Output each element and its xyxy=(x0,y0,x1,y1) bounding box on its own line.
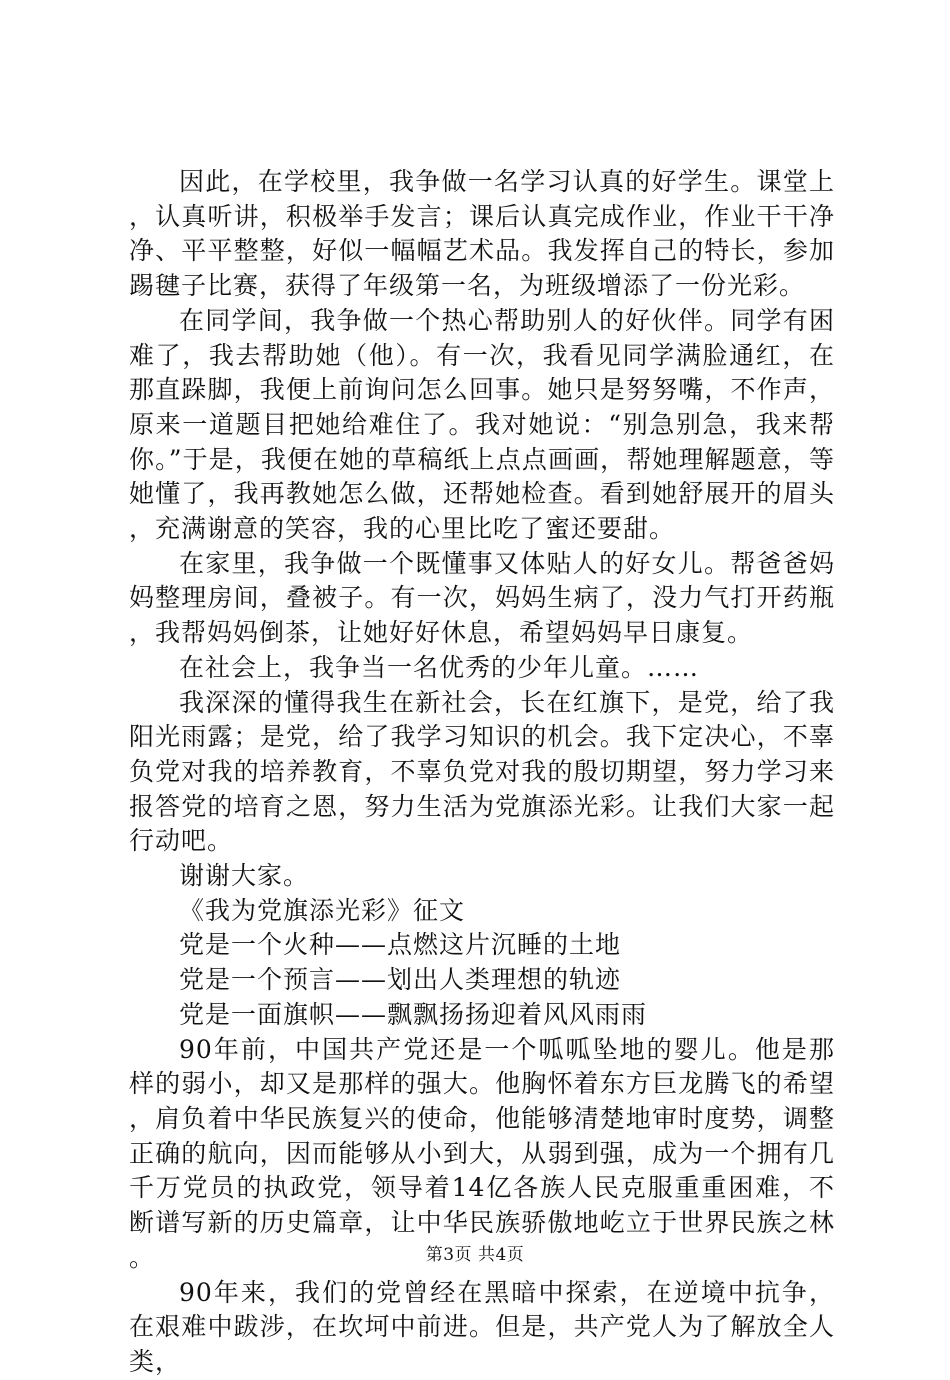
paragraph-90-years-since: 90年来，我们的党曾经在黑暗中探索，在逆境中抗争，在艰难中跋涉，在坎坷中前进。但是，共产党人为了解放全人类， xyxy=(129,1277,835,1376)
paragraph-resolution: 我深深的懂得我生在新社会，长在红旗下，是党，给了我阳光雨露；是党，给了我学习知识的机会。我下定决心，不辜负党对我的培养教育，不辜负党对我的殷切期望，努力学习来报答党的培育之恩，努力生活为党旗添光彩。让我们大家一起行动吧。 xyxy=(129,687,835,856)
essay-title: 《我为党旗添光彩》征文 xyxy=(179,895,466,925)
paragraph-society: 在社会上，我争当一名优秀的少年儿童。…… xyxy=(179,652,700,682)
paragraph-school: 因此，在学校里，我争做一名学习认真的好学生。课堂上，认真听讲，积极举手发言；课后认真完成作业，作业干干净净、平平整整，好似一幅幅艺术品。我发挥自己的特长，参加踢毽子比赛，获得了年级第一名，为班级增添了一份光彩。 xyxy=(129,167,835,301)
paragraph-thanks: 谢谢大家。 xyxy=(179,861,310,891)
page-footer: 第3页 共4页 xyxy=(425,1245,525,1265)
paragraph-90-years-ago: 90年前，中国共产党还是一个呱呱坠地的婴儿。他是那样的弱小，却又是那样的强大。他胸怀着东方巨龙腾飞的希望，肩负着中华民族复兴的使命，他能够清楚地审时度势，调整正确的航向，因而能够从小到大，从弱到强，成为一个拥有几千万党员的执政党，领导着14亿各族人民克服重重困难，不断谱写新的历史篇章，让中华民族骄傲地屹立于世界民族之林。 xyxy=(129,1034,835,1272)
poem-line-2: 党是一个预言——划出人类理想的轨迹 xyxy=(179,965,622,995)
paragraph-classmates: 在同学间，我争做一个热心帮助别人的好伙伴。同学有困难了，我去帮助她（他）。有一次，我看见同学满脸通红，在那直跺脚，我便上前询问怎么回事。她只是努努嘴，不作声，原来一道题目把她给难住了。我对她说：“别急别急，我来帮你。”于是，我便在她的草稿纸上点点画画，帮她理解题意，等她懂了，我再教她怎么做，还帮她检查。看到她舒展开的眉头，充满谢意的笑容，我的心里比吃了蜜还要甜。 xyxy=(129,305,835,544)
poem-line-3: 党是一面旗帜——飘飘扬扬迎着风风雨雨 xyxy=(179,999,648,1029)
document-body xyxy=(129,165,835,1380)
paragraph-home: 在家里，我争做一个既懂事又体贴人的好女儿。帮爸爸妈妈整理房间，叠被子。有一次，妈妈生病了，没力气打开药瓶，我帮妈妈倒茶，让她好好休息，希望妈妈早日康复。 xyxy=(129,548,835,648)
poem-line-1: 党是一个火种——点燃这片沉睡的土地 xyxy=(179,930,622,960)
